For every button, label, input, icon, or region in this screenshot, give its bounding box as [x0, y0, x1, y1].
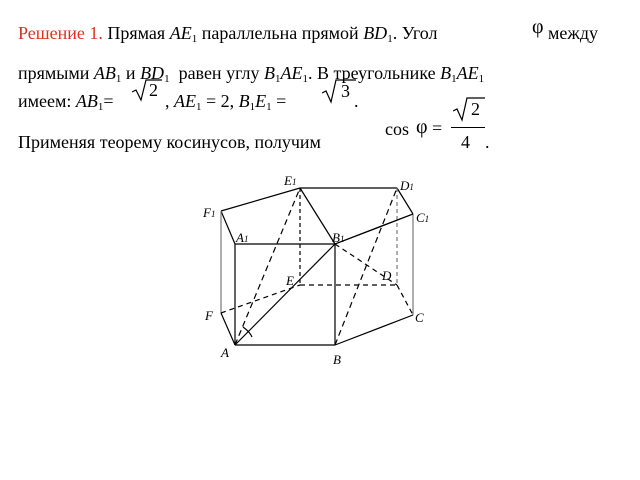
- label-A1: A1: [236, 230, 249, 245]
- label-B: B: [333, 352, 341, 367]
- phi-symbol: φ: [532, 16, 544, 38]
- label-E: E: [286, 273, 294, 288]
- sqrt-two: 2: [132, 78, 162, 102]
- line3-period: .: [354, 91, 359, 111]
- diag-AE1: [235, 188, 300, 345]
- label-C1: C1: [416, 210, 430, 225]
- phi-symbol-2: φ: [416, 116, 428, 138]
- label-D: D: [382, 268, 392, 283]
- diag-B1E1: [300, 188, 335, 244]
- solution-line-1: Решение 1. Прямая $AE_1$ параллельна прямой $BD_1$. Угол: [18, 23, 438, 45]
- fraction-numerator: 2: [453, 96, 485, 122]
- label-D1: D1: [400, 178, 414, 193]
- solution-line-3b: , $AE_1 = 2$, $B_1E_1$ =: [165, 91, 287, 113]
- label-B1: B1: [332, 230, 345, 245]
- equals-sign: =: [432, 118, 443, 138]
- label-E1: E1: [284, 173, 297, 188]
- edge-DC: [397, 285, 413, 315]
- edge-BC: [335, 315, 413, 345]
- diag-AB1: [235, 244, 335, 345]
- sqrt-three: 3: [322, 78, 356, 104]
- label-C: C: [415, 310, 424, 325]
- line4-period: .: [485, 132, 490, 152]
- solution-line-3: имеем: $AB_1=$: [18, 91, 114, 113]
- diag-B1C1: [335, 214, 413, 244]
- solution-line-4: Применяя теорему косинусов, получим: [18, 132, 321, 152]
- solution-prefix: Решение 1.: [18, 23, 103, 43]
- fraction-denominator: 4: [461, 132, 470, 152]
- solution-line-2: прямыми $AB_1$ и $BD_1$ равен углу $B_1AE_1$. В треугольнике $B_1AE_1$: [18, 63, 485, 85]
- label-A: A: [221, 345, 229, 360]
- cos-label: cos: [385, 119, 409, 139]
- edge-FA: [221, 313, 235, 345]
- word-between: между: [548, 23, 598, 43]
- edge-A1F1: [221, 211, 235, 244]
- label-F: F: [205, 308, 213, 323]
- label-F1: F1: [203, 205, 216, 220]
